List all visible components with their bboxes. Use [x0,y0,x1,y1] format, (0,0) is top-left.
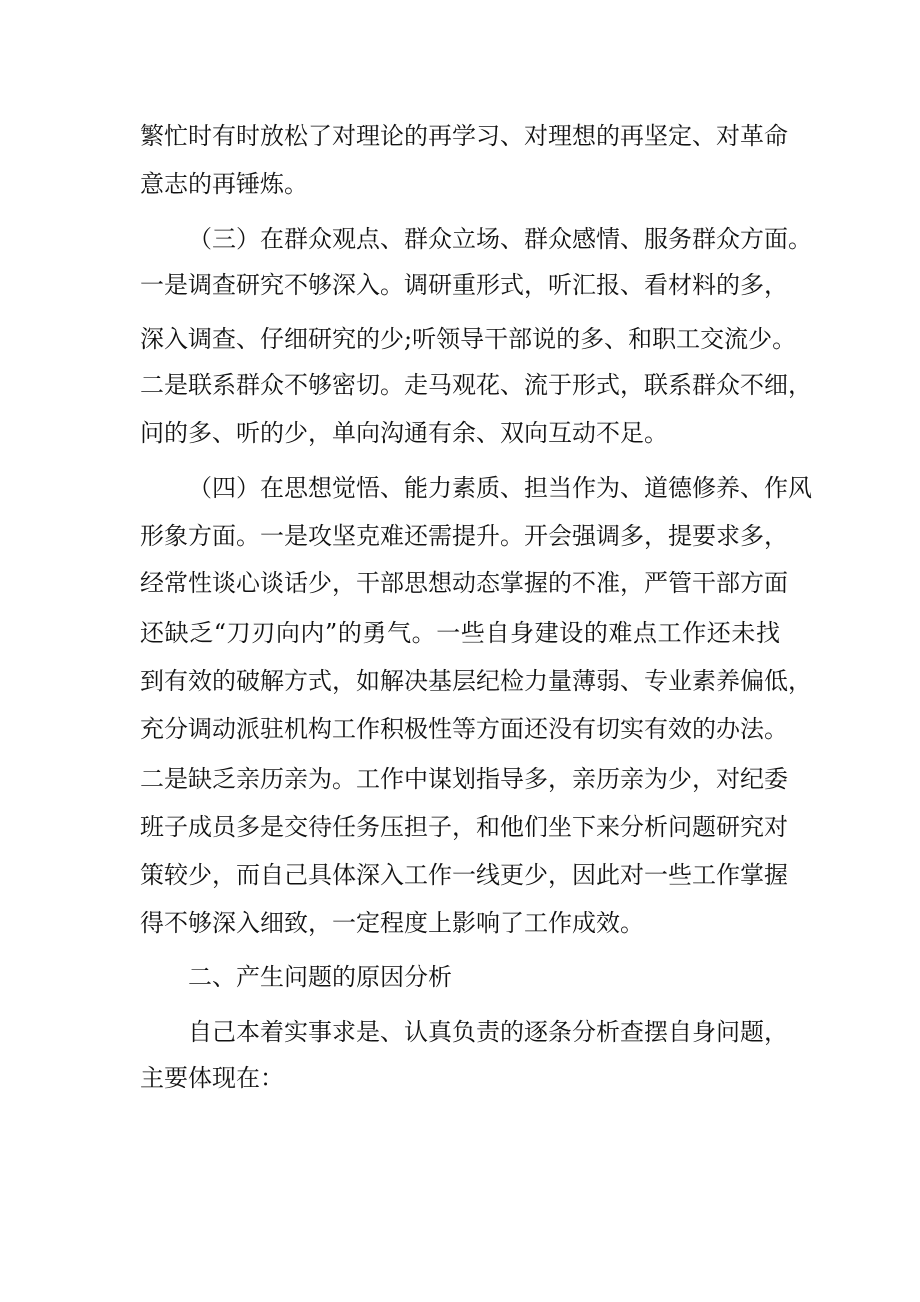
paragraph-5-line-1: 自己本着实事求是、认真负责的逐条分析查摆自身问题， [188,1018,788,1046]
paragraph-3-line-10: 得不够深入细致，一定程度上影响了工作成效。 [140,909,644,937]
paragraph-3-line-9: 策较少，而自己具体深入工作一线更少，因此对一些工作掌握 [140,861,788,889]
paragraph-2-line-3: 深入调查、仔细研究的少;听领导干部说的多、和职工交流少。 [140,325,797,353]
paragraph-3-line-1: （四）在思想觉悟、能力素质、担当作为、道德修养、作风 [188,474,812,502]
paragraph-3-line-6: 充分调动派驻机构工作积极性等方面还没有切实有效的办法。 [140,715,788,743]
paragraph-2-line-1: （三）在群众观点、群众立场、群众感情、服务群众方面。 [188,225,812,253]
paragraph-2-line-2: 一是调查研究不够深入。调研重形式，听汇报、看材料的多， [140,271,788,299]
paragraph-3-line-2: 形象方面。一是攻坚克难还需提升。开会强调多，提要求多， [140,522,788,550]
paragraph-3-line-5: 到有效的破解方式，如解决基层纪检力量薄弱、专业素养偏低， [140,667,812,695]
paragraph-3-line-8: 班子成员多是交待任务压担子，和他们坐下来分析问题研究对 [140,813,788,841]
section-heading: 二、产生问题的原因分析 [188,963,452,991]
paragraph-2-line-5: 问的多、听的少，单向沟通有余、双向互动不足。 [140,419,668,447]
paragraph-3-line-7: 二是缺乏亲历亲为。工作中谋划指导多，亲历亲为少，对纪委 [140,765,788,793]
paragraph-2-line-4: 二是联系群众不够密切。走马观花、流于形式，联系群众不细， [140,371,812,399]
paragraph-1-line-2: 意志的再锤炼。 [140,170,308,198]
paragraph-1-line-1: 繁忙时有时放松了对理论的再学习、对理想的再坚定、对革命 [140,122,788,150]
paragraph-3-line-4: 还缺乏“刀刃向内”的勇气。一些自身建设的难点工作还未找 [140,619,780,647]
paragraph-3-line-3: 经常性谈心谈话少，干部思想动态掌握的不准，严管干部方面 [140,569,788,597]
paragraph-5-line-2: 主要体现在： [140,1064,284,1092]
